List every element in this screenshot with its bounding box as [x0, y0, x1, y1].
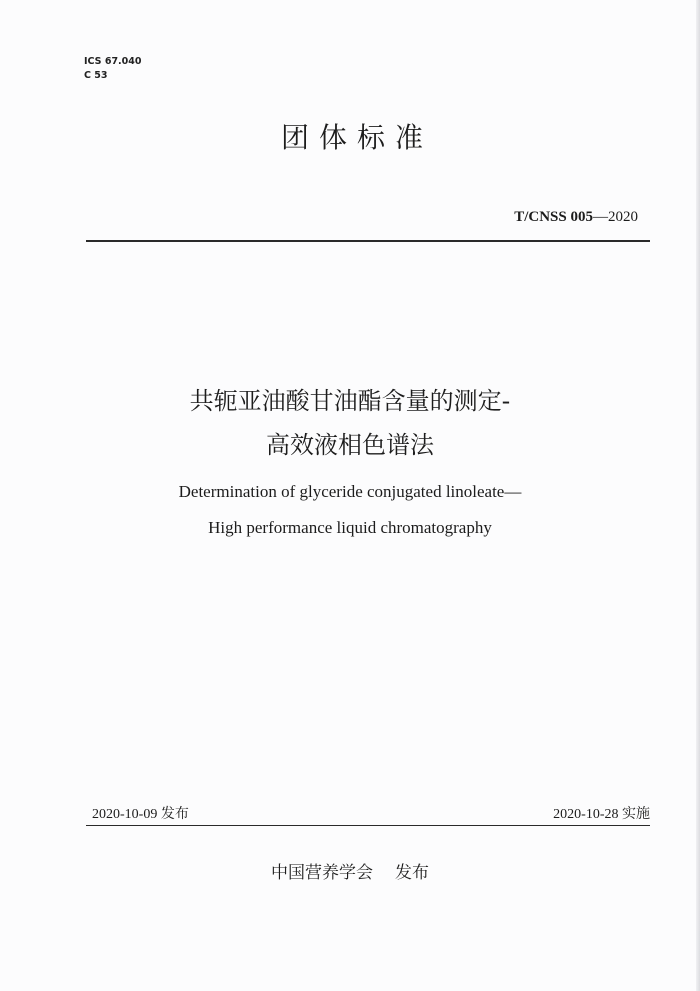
classification-codes	[84, 55, 142, 83]
implementation-label: 实施	[622, 806, 650, 822]
publisher-name: 中国营养学会	[271, 863, 373, 883]
publisher-label: 发布	[395, 863, 429, 883]
ccs-code: C 53	[84, 70, 108, 81]
standard-separator: —	[593, 209, 608, 225]
footer-divider	[86, 825, 650, 826]
title-en-line2: High performance liquid chromatography	[208, 518, 492, 537]
standard-number	[514, 209, 638, 226]
standard-code: T/CNSS 005	[514, 209, 593, 225]
title-cn-line2: 高效液相色谱法	[266, 431, 434, 459]
publisher-line	[0, 858, 700, 883]
standard-type-heading: 团体标准	[280, 121, 433, 154]
issue-date-value: 2020-10-09	[92, 807, 158, 822]
implementation-date	[553, 803, 650, 823]
standard-year: 2020	[608, 209, 638, 225]
header-divider	[86, 240, 650, 242]
issue-date	[92, 803, 189, 823]
title-en-line1: Determination of glyceride conjugated linoleate—	[178, 482, 522, 501]
title-cn-line1: 共轭亚油酸甘油酯含量的测定-	[189, 387, 511, 415]
issue-label: 发布	[160, 806, 189, 822]
implementation-date-value: 2020-10-28	[553, 807, 619, 822]
ics-code: ICS 67.040	[84, 56, 142, 67]
